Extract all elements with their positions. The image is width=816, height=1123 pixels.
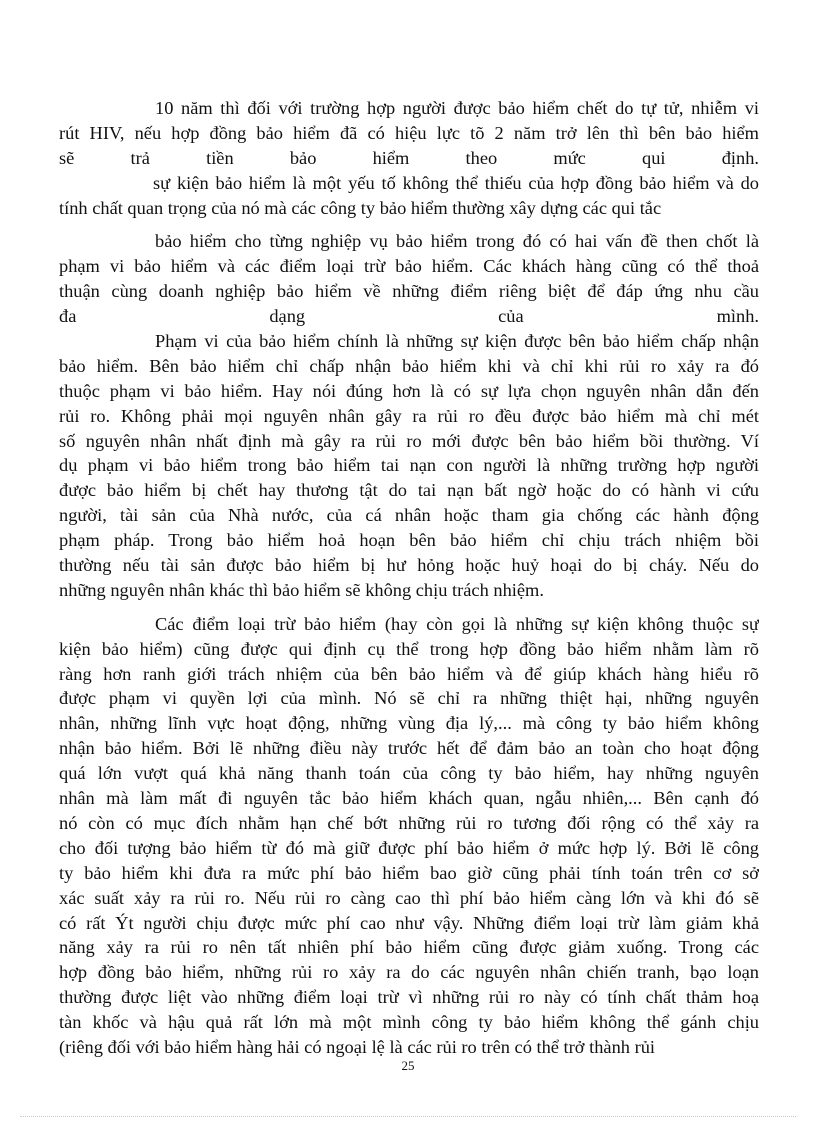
text-line: phạm pháp. Trong bảo hiểm hoả hoạn bên bảo hiểm chỉ chịu trách nhiệm bồi (59, 530, 759, 551)
text-line: hợp đồng bảo hiểm, những rủi ro xảy ra do các nguyên nhân chiến tranh, bạo loạn (59, 962, 759, 983)
text-line: bảo hiểm. Bên bảo hiểm chỉ chấp nhận bảo hiểm khi và chỉ khi rủi ro xảy ra đó (59, 355, 759, 376)
text-line: sự kiện bảo hiểm là một yếu tố không thể thiếu của hợp đồng bảo hiểm và do (153, 172, 759, 193)
text-line: tàn khốc và hậu quả rất lớn mà một mình công ty bảo hiểm không thể gánh chịu (59, 1012, 759, 1033)
text-line: được bảo hiểm bị chết hay thương tật do tai nạn bất ngờ hoặc do có hành vi cứu (59, 480, 759, 501)
text-line: nhận bảo hiểm. Bởi lẽ những điều này trước hết để đảm bảo an toàn cho hoạt động (59, 738, 759, 759)
text-line: xác suất xảy ra rủi ro. Nếu rủi ro càng cao thì phí bảo hiểm càng lớn và khi đó sẽ (59, 887, 759, 908)
text-line: có rất Ýt người chịu được mức phí cao như vậy. Những điểm loại trừ làm giảm khả (59, 912, 759, 933)
text-line: sẽ trả tiền bảo hiểm theo mức qui định. (59, 147, 759, 168)
text-line: được phạm vi quyền lợi của mình. Nó sẽ chỉ ra những thiệt hại, những nguyên (59, 688, 759, 709)
body-text (59, 96, 759, 1060)
text-line: năng xảy ra rủi ro nên tất nhiên phí bảo hiểm cũng được giảm xuống. Trong các (59, 937, 759, 958)
paragraph (59, 329, 759, 603)
paragraph (59, 229, 759, 329)
text-line: nhân, những lĩnh vực hoạt động, những vùng địa lý,... mà công ty bảo hiểm không (59, 713, 759, 734)
text-line: phạm vi bảo hiểm và các điểm loại trừ bảo hiểm. Các khách hàng cũng có thể thoả (59, 256, 759, 277)
text-line: số nguyên nhân nhất định mà gây ra rủi ro mới được bên bảo hiểm bồi thường. Ví (59, 430, 759, 451)
text-line: quá lớn vượt quá khả năng thanh toán của công ty bảo hiểm, hay những nguyên (59, 763, 759, 784)
text-line: Phạm vi của bảo hiểm chính là những sự kiện được bên bảo hiểm chấp nhận (155, 331, 759, 352)
text-line: đa dạng của mình. (59, 306, 759, 327)
text-line: những nguyên nhân khác thì bảo hiểm sẽ không chịu trách nhiệm. (59, 579, 544, 600)
text-line: thuận cùng doanh nghiệp bảo hiểm về những điểm riêng biệt để đáp ứng nhu cầu (59, 281, 759, 302)
text-line: thường được liệt vào những điểm loại trừ vì những rủi ro này có tính chất thảm hoạ (59, 987, 759, 1008)
text-line: rủi ro. Không phải mọi nguyên nhân gây ra rủi ro đều được bảo hiểm mà chỉ mét (59, 405, 759, 426)
text-line: tính chất quan trọng của nó mà các công ty bảo hiểm thường xây dựng các qui tắc (59, 197, 662, 218)
text-line: ty bảo hiểm khi đưa ra mức phí bảo hiểm bao giờ cũng phải tính toán trên cơ sở (59, 862, 759, 883)
paragraph (59, 612, 759, 1060)
spacer (147, 220, 759, 229)
spacer (147, 603, 759, 612)
text-line: nó còn có mục đích nhằm hạn chế bớt những rủi ro tương đối rộng có thể xảy ra (59, 812, 759, 833)
text-line: ràng hơn ranh giới trách nhiệm của bên bảo hiểm và để giúp khách hàng hiểu rõ (59, 663, 759, 684)
text-line: 10 năm thì đối với trường hợp người được bảo hiểm chết do tự tử, nhiễm vi (155, 98, 759, 118)
paragraph (59, 171, 759, 221)
text-line: người, tài sản của Nhà nước, của cá nhân hoặc tham gia chống các hành động (59, 505, 759, 526)
text-line: rút HIV, nếu hợp đồng bảo hiểm đã có hiệu lực tõ 2 năm trở lên thì bên bảo hiểm (59, 122, 759, 143)
text-line: thuộc phạm vi bảo hiểm. Hay nói đúng hơn là có sự lựa chọn nguyên nhân dẫn đến (59, 380, 759, 401)
text-line: (riêng đối với bảo hiểm hàng hải có ngoại lệ là các rủi ro trên có thể trở thành rủi (59, 1036, 655, 1057)
text-line: bảo hiểm cho từng nghiệp vụ bảo hiểm trong đó có hai vấn đề then chốt là (155, 231, 759, 252)
text-line: dụ phạm vi bảo hiểm trong bảo hiểm tai nạn con người là những trường hợp người (59, 455, 759, 476)
page-bottom-divider (20, 1116, 796, 1117)
text-line: thường nếu tài sản được bảo hiểm bị hư hỏng hoặc huỷ hoại do bị cháy. Nếu do (59, 555, 759, 576)
text-line: Các điểm loại trừ bảo hiểm (hay còn gọi là những sự kiện không thuộc sự (155, 613, 759, 634)
text-line: cho đối tượng bảo hiểm từ đó mà giữ được phí bảo hiểm ở mức hợp lý. Bởi lẽ công (59, 837, 759, 858)
page-number: 25 (401, 1058, 415, 1073)
text-line: nhân mà làm mất đi nguyên tắc bảo hiểm khách quan, ngẫu nhiên,... Bên cạnh đó (59, 788, 759, 809)
paragraph (59, 96, 759, 171)
text-line: kiện bảo hiểm) cũng được qui định cụ thể trong hợp đồng bảo hiểm nhằm làm rõ (59, 638, 759, 659)
